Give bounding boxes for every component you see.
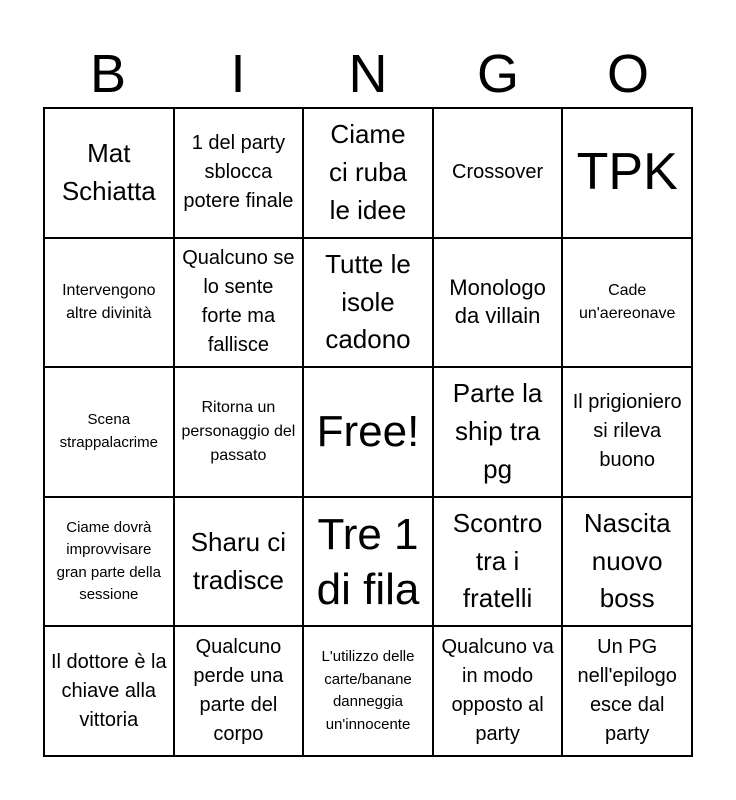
cell-text: Il dottore è la chiave alla vittoria <box>50 650 167 731</box>
cell-text: Cade un'aereonave <box>578 282 676 323</box>
cell-text: Crossover <box>452 161 544 184</box>
cell-text: Qualcuno se lo sente forte ma fallisce <box>182 247 295 357</box>
bingo-cell[interactable] <box>303 238 433 368</box>
cell-text: 1 del party sblocca potere finale <box>183 132 294 213</box>
cell-text: Monologo da villain <box>449 274 546 329</box>
bingo-cell[interactable] <box>174 108 304 238</box>
cell-text: L'utilizzo delle carte/banane danneggia un'innocente <box>321 648 415 733</box>
bingo-cell[interactable] <box>44 367 174 497</box>
header-letter-n: N <box>348 44 388 104</box>
header-letter-i: I <box>230 44 246 104</box>
cell-text: Qualcuno va in modo opposto al party <box>441 636 554 746</box>
bingo-cell[interactable] <box>433 626 563 756</box>
cell-text: Mat Schiatta <box>61 138 156 206</box>
bingo-cell[interactable] <box>174 497 304 627</box>
cell-text: Un PG nell'epilogo esce dal party <box>577 636 677 746</box>
cell-text: Tre 1 di fila <box>316 509 420 614</box>
bingo-cell[interactable] <box>44 238 174 368</box>
bingo-cell[interactable] <box>433 108 563 238</box>
cell-text: TPK <box>576 143 678 202</box>
bingo-cell[interactable] <box>174 238 304 368</box>
bingo-cell[interactable] <box>562 238 692 368</box>
bingo-cell[interactable] <box>562 497 692 627</box>
bingo-cell[interactable] <box>562 108 692 238</box>
cell-text: Scena strappalacrime <box>59 411 158 451</box>
cell-text: Qualcuno perde una parte del corpo <box>193 636 284 746</box>
bingo-cell[interactable] <box>562 626 692 756</box>
bingo-cell[interactable] <box>44 497 174 627</box>
bingo-cell[interactable] <box>174 626 304 756</box>
cell-text: Parte la ship tra pg <box>452 378 543 484</box>
bingo-cell[interactable] <box>303 108 433 238</box>
cell-text: Nascita nuovo boss <box>583 508 671 614</box>
bingo-cell[interactable] <box>174 367 304 497</box>
cell-text: Intervengono altre divinità <box>62 282 156 323</box>
bingo-header <box>43 40 693 108</box>
cell-text: Tutte le isole cadono <box>325 248 411 355</box>
bingo-cell[interactable] <box>44 108 174 238</box>
bingo-board <box>43 107 693 757</box>
bingo-cell[interactable] <box>433 497 563 627</box>
bingo-cell[interactable] <box>433 367 563 497</box>
cell-text: Ciame ci ruba le idee <box>328 119 408 225</box>
header-letter-o: O <box>606 44 649 104</box>
header-letter-b: B <box>89 44 127 104</box>
bingo-cell[interactable] <box>303 626 433 756</box>
header-letter-g: G <box>476 44 519 104</box>
cell-text: Il prigioniero si rileva buono <box>572 391 682 472</box>
cell-text: Scontro tra i fratelli <box>452 508 543 614</box>
bingo-cell[interactable] <box>303 367 433 497</box>
bingo-cell[interactable] <box>433 238 563 368</box>
cell-text: Ritorna un personaggio del passato <box>181 398 296 464</box>
bingo-cell[interactable] <box>562 367 692 497</box>
bingo-cell[interactable] <box>44 626 174 756</box>
cell-text: Free! <box>316 406 420 456</box>
cell-text: Ciame dovrà improvvisare gran parte della sessione <box>56 518 161 604</box>
cell-text: Sharu ci tradisce <box>190 526 287 595</box>
bingo-cell[interactable] <box>303 497 433 627</box>
